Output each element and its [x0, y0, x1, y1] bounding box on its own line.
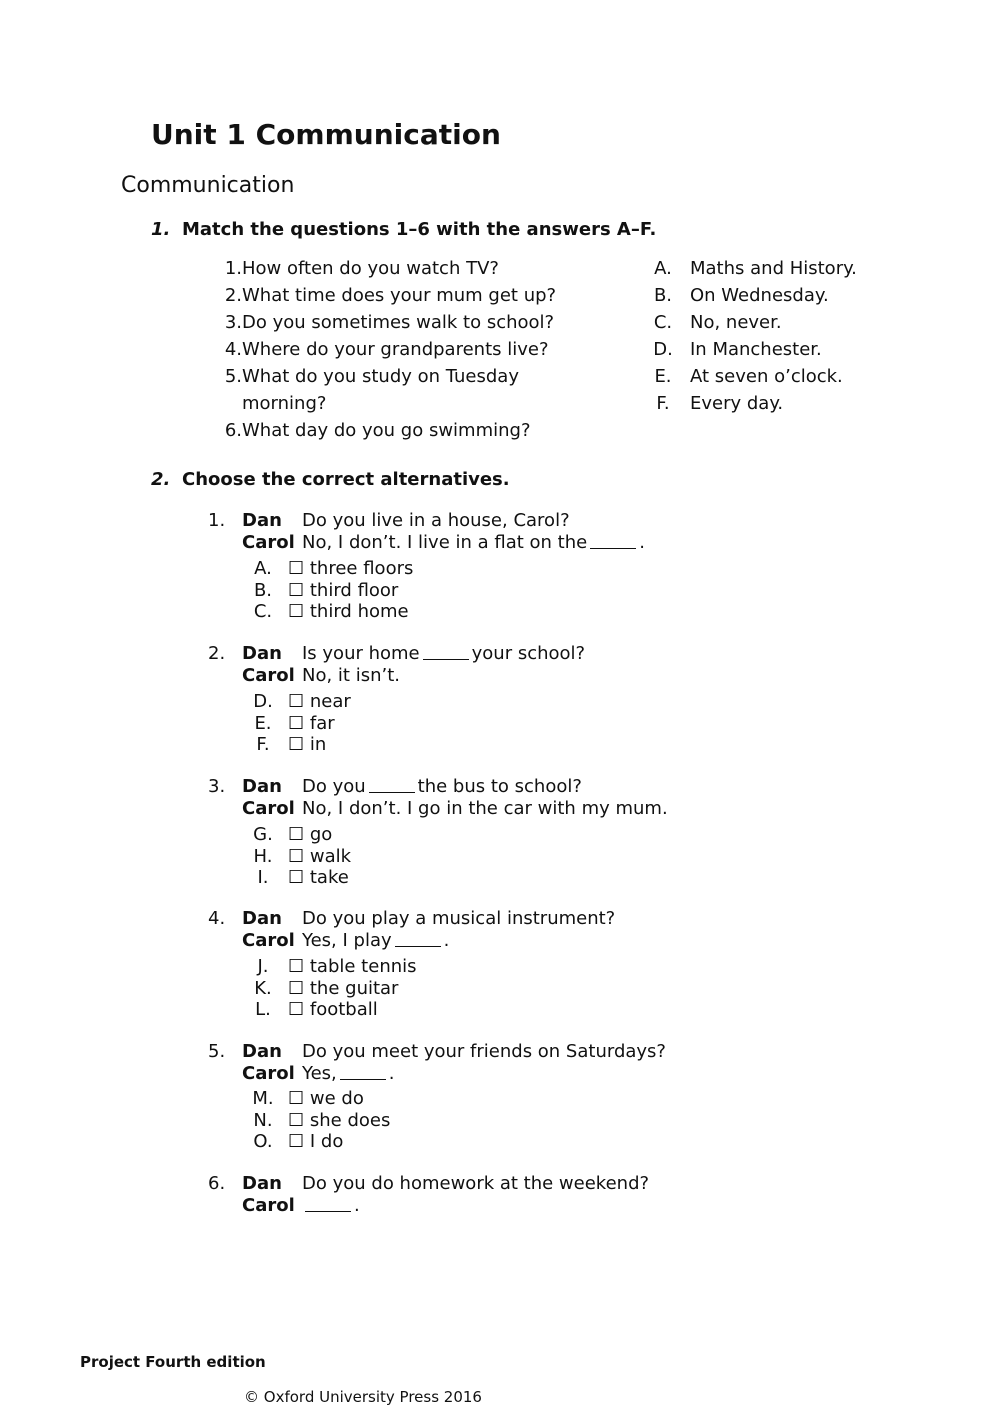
option[interactable]: [238, 734, 351, 756]
speaker-dan: Dan: [242, 1041, 282, 1062]
item-number: 6.: [224, 420, 242, 441]
answer-text: On Wednesday.: [690, 285, 829, 306]
option-text: I do: [309, 1131, 344, 1152]
answer-letter: E.: [654, 366, 672, 387]
answer-blank[interactable]: [590, 532, 636, 549]
question-text: morning?: [242, 393, 327, 414]
question-text: Do you sometimes walk to school?: [242, 312, 555, 333]
option-text: third home: [309, 601, 409, 622]
list-item: [208, 336, 608, 363]
list-item: [208, 282, 608, 309]
option-letter: N.: [253, 1109, 273, 1131]
checkbox-icon[interactable]: ☐: [288, 1131, 305, 1152]
dialogue-item-3: [208, 776, 668, 820]
question-text: What time does your mum get up?: [242, 285, 557, 306]
option-text: far: [309, 712, 335, 734]
answer-blank[interactable]: [395, 930, 441, 947]
option-letter: L.: [255, 999, 271, 1020]
option[interactable]: [238, 956, 417, 978]
dialogue-line-end: your school?: [471, 643, 586, 664]
question-text: How often do you watch TV?: [242, 258, 499, 279]
option[interactable]: [238, 1131, 390, 1153]
option-letter: K.: [254, 977, 272, 999]
dialogue-item-4: [208, 908, 615, 952]
option-text: third floor: [309, 579, 399, 601]
answer-list: [636, 255, 857, 417]
dialogue-line: Do you meet your friends on Saturdays?: [302, 1041, 666, 1062]
item-number: 6.: [208, 1173, 226, 1194]
options-item-3: [238, 824, 351, 889]
list-item: [208, 417, 608, 444]
option-text: table tennis: [309, 956, 417, 977]
speaker-dan: Dan: [242, 510, 282, 531]
checkbox-icon[interactable]: ☐: [288, 999, 305, 1020]
option-letter: I.: [257, 867, 269, 888]
list-item: [636, 282, 857, 309]
checkbox-icon[interactable]: ☐: [288, 956, 305, 977]
item-number: [208, 390, 242, 417]
answer-text: In Manchester.: [690, 339, 822, 360]
speaker-carol: Carol: [242, 930, 295, 951]
option[interactable]: [238, 1110, 390, 1132]
list-item: [636, 390, 857, 417]
option-text: we do: [309, 1088, 364, 1109]
option[interactable]: [238, 713, 351, 735]
option[interactable]: [238, 978, 417, 1000]
item-number: 5.: [224, 366, 242, 387]
option-text: three floors: [309, 558, 414, 579]
checkbox-icon[interactable]: ☐: [288, 558, 305, 579]
list-item: [208, 309, 608, 336]
dialogue-line-end: .: [443, 930, 450, 951]
item-number: 3.: [224, 312, 242, 333]
option-letter: E.: [254, 712, 272, 734]
item-number: 3.: [208, 776, 226, 797]
dialogue-line: No, I don’t. I live in a flat on the: [302, 532, 588, 553]
checkbox-icon[interactable]: ☐: [288, 867, 305, 888]
footer-copyright: © Oxford University Press 2016: [244, 1388, 482, 1406]
list-item: [636, 255, 857, 282]
dialogue-item-1: [208, 510, 645, 554]
option-letter: C.: [253, 601, 273, 622]
answer-text: Every day.: [690, 393, 784, 414]
checkbox-icon[interactable]: ☐: [288, 1109, 305, 1131]
option[interactable]: [238, 999, 417, 1021]
dialogue-item-5: [208, 1041, 666, 1085]
question-list: [208, 255, 608, 444]
checkbox-icon[interactable]: ☐: [288, 579, 305, 601]
checkbox-icon[interactable]: ☐: [288, 734, 305, 755]
speaker-carol: Carol: [242, 1063, 295, 1084]
dialogue-line: Do you live in a house, Carol?: [302, 510, 570, 531]
item-number: 2.: [224, 285, 242, 306]
dialogue-item-6: [208, 1173, 649, 1217]
item-number: 1.: [224, 258, 242, 279]
option-letter: D.: [253, 691, 273, 712]
checkbox-icon[interactable]: ☐: [288, 824, 305, 845]
list-item: [208, 363, 608, 390]
exercise-number: 1.: [151, 219, 171, 240]
option-letter: H.: [253, 845, 273, 867]
exercise-number: 2.: [151, 469, 171, 490]
option-text: near: [309, 691, 351, 712]
answer-text: Maths and History.: [690, 258, 857, 279]
answer-blank[interactable]: [340, 1063, 386, 1080]
speaker-dan: Dan: [242, 1173, 282, 1194]
dialogue-line: Do you: [302, 776, 366, 797]
dialogue-line-end: .: [354, 1195, 360, 1216]
speaker-dan: Dan: [242, 908, 282, 929]
answer-blank[interactable]: [423, 643, 469, 660]
page-title: Unit 1 Communication: [151, 118, 501, 151]
dialogue-line: Yes,: [302, 1063, 337, 1084]
options-item-1: [238, 558, 413, 623]
option-text: the guitar: [309, 977, 399, 999]
option[interactable]: [238, 601, 413, 623]
option[interactable]: [238, 691, 351, 713]
exercise-instruction: Choose the correct alternatives.: [182, 469, 510, 490]
exercise-instruction: Match the questions 1–6 with the answers A–F.: [182, 219, 657, 240]
checkbox-icon[interactable]: ☐: [288, 1088, 305, 1109]
option[interactable]: [238, 867, 351, 889]
dialogue-line: No, it isn’t.: [302, 665, 400, 686]
answer-blank[interactable]: [369, 776, 415, 793]
answer-letter: A.: [654, 258, 672, 279]
options-item-2: [238, 691, 351, 756]
speaker-carol: Carol: [242, 1195, 295, 1216]
item-number: 4.: [208, 908, 226, 929]
option-letter: O.: [253, 1131, 273, 1152]
answer-letter: C.: [653, 312, 673, 333]
option[interactable]: [238, 580, 413, 602]
list-item: [208, 255, 608, 282]
option-letter: G.: [253, 824, 273, 845]
options-item-4: [238, 956, 417, 1021]
speaker-carol: Carol: [242, 532, 295, 553]
footer-edition: Project Fourth edition: [80, 1353, 266, 1371]
dialogue-line-end: .: [639, 532, 645, 553]
dialogue-line: No, I don’t. I go in the car with my mum.: [302, 798, 668, 819]
dialogue-item-2: [208, 643, 585, 687]
dialogue-line: Do you play a musical instrument?: [302, 908, 616, 929]
checkbox-icon[interactable]: ☐: [288, 712, 305, 734]
option-text: she does: [309, 1109, 391, 1131]
dialogue-line: Is your home: [302, 643, 420, 664]
checkbox-icon[interactable]: ☐: [288, 601, 305, 622]
dialogue-line: Yes, I play: [302, 930, 392, 951]
item-number: 1.: [208, 510, 226, 531]
dialogue-line: Do you do homework at the weekend?: [302, 1173, 650, 1194]
option-text: take: [309, 867, 349, 888]
option-letter: M.: [252, 1088, 274, 1109]
checkbox-icon[interactable]: ☐: [288, 845, 305, 867]
dialogue-line-end: the bus to school?: [417, 776, 582, 797]
exercise-2-heading: [151, 469, 510, 490]
speaker-carol: Carol: [242, 798, 295, 819]
exercise-1-heading: [151, 219, 656, 240]
answer-letter: F.: [656, 393, 670, 414]
option-letter: A.: [254, 558, 272, 579]
checkbox-icon[interactable]: ☐: [288, 691, 305, 712]
speaker-dan: Dan: [242, 643, 282, 664]
option-letter: F.: [256, 734, 270, 755]
list-item: [636, 336, 857, 363]
item-number: 4.: [224, 339, 242, 360]
option-text: football: [309, 999, 378, 1020]
option-text: in: [309, 734, 327, 755]
list-item: [208, 390, 608, 417]
checkbox-icon[interactable]: ☐: [288, 977, 305, 999]
option-letter: J.: [257, 956, 269, 977]
answer-letter: B.: [653, 285, 673, 306]
options-item-5: [238, 1088, 390, 1153]
dialogue-line-end: .: [388, 1063, 395, 1084]
answer-text: At seven o’clock.: [690, 366, 843, 387]
speaker-carol: Carol: [242, 665, 295, 686]
option[interactable]: [238, 558, 413, 580]
option[interactable]: [238, 824, 351, 846]
item-number: 2.: [208, 643, 226, 664]
option-text: walk: [309, 845, 352, 867]
question-text: What do you study on Tuesday: [242, 366, 519, 387]
item-number: 5.: [208, 1041, 226, 1062]
list-item: [636, 363, 857, 390]
answer-blank[interactable]: [305, 1195, 351, 1212]
answer-text: No, never.: [690, 312, 782, 333]
option-letter: B.: [253, 579, 273, 601]
option[interactable]: [238, 1088, 390, 1110]
option[interactable]: [238, 846, 351, 868]
section-title: Communication: [121, 173, 295, 198]
option-text: go: [309, 824, 333, 845]
speaker-dan: Dan: [242, 776, 282, 797]
answer-letter: D.: [653, 339, 673, 360]
question-text: Where do your grandparents live?: [242, 339, 549, 360]
list-item: [636, 309, 857, 336]
question-text: What day do you go swimming?: [242, 420, 531, 441]
